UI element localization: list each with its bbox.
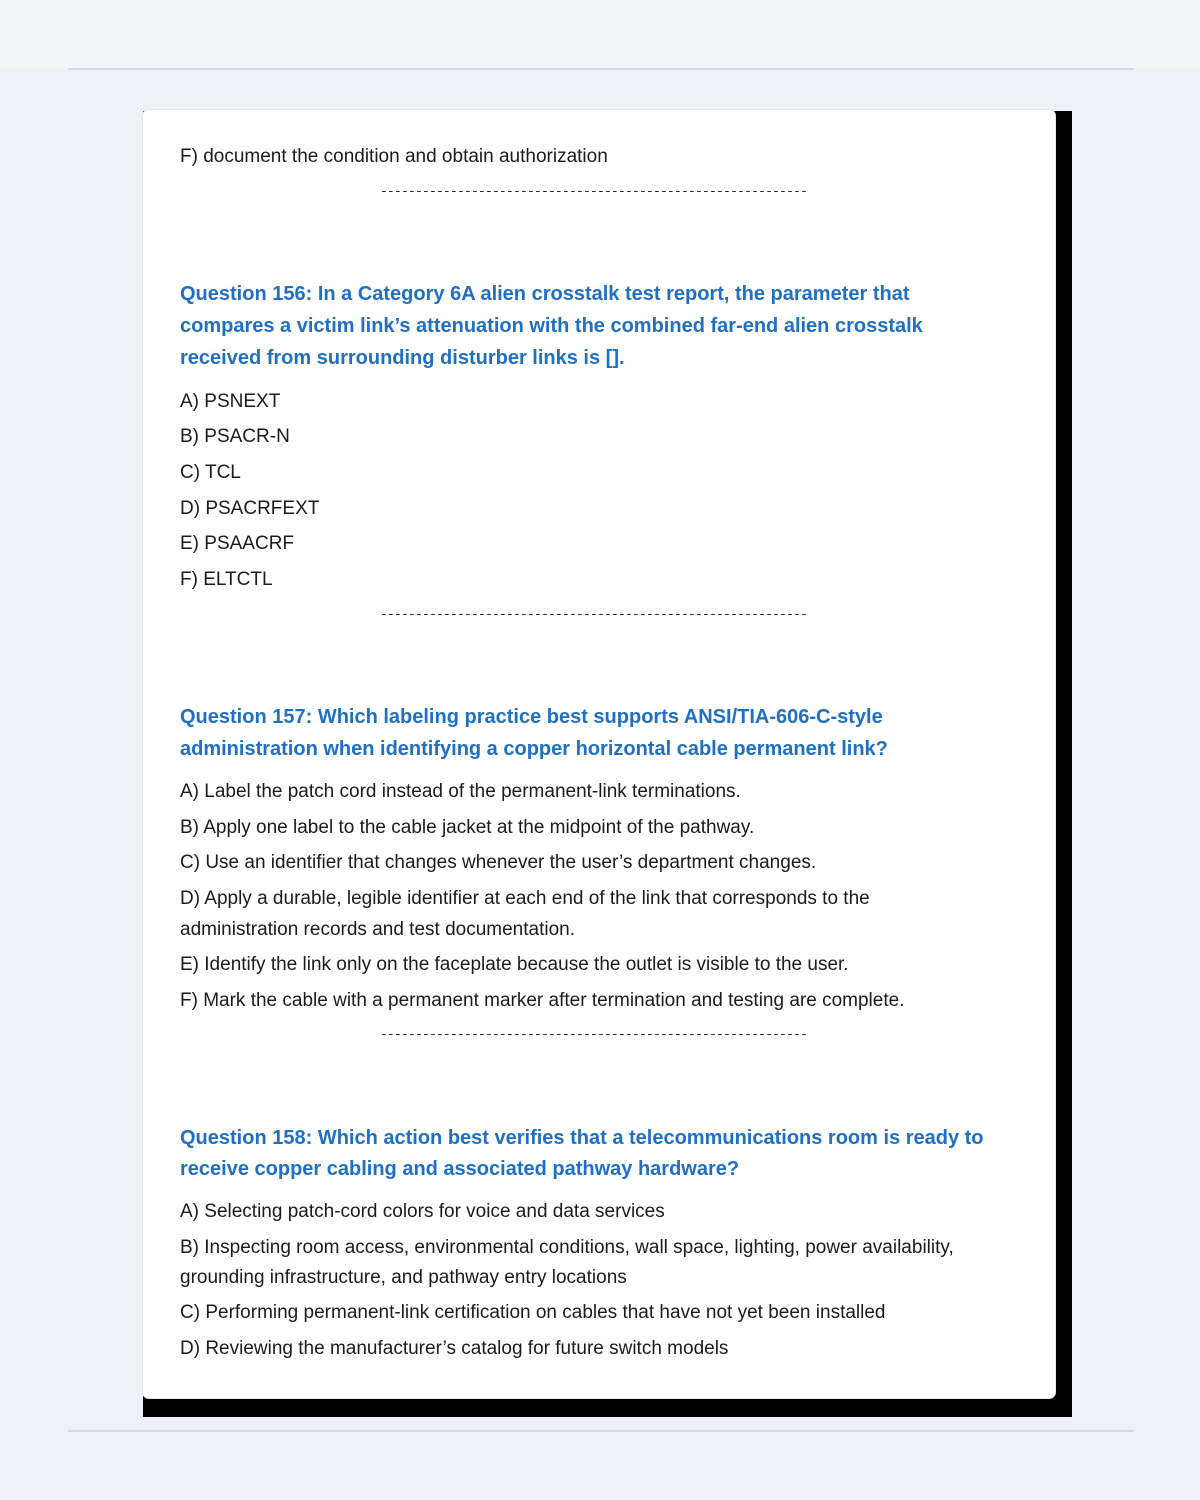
question-158-title-line-2: receive copper cabling and associated pathway hardware? <box>180 1158 740 1180</box>
question-158-option-a: A) Selecting patch-cord colors for voice and data services <box>180 1201 665 1222</box>
question-156-option-c: C) TCL <box>180 462 241 483</box>
question-156-option-d: D) PSACRFEXT <box>180 498 320 519</box>
question-157-option-d-continued: administration records and test documentation. <box>180 919 575 940</box>
question-157-option-e: E) Identify the link only on the faceplate because the outlet is visible to the user. <box>180 954 849 975</box>
question-separator: ------------------------------------------------------------- <box>380 607 808 622</box>
question-157-title-line-2: administration when identifying a copper horizontal cable permanent link? <box>180 738 888 760</box>
question-157-title-line-1: Question 157: Which labeling practice best supports ANSI/TIA-606-C-style <box>180 706 883 728</box>
question-156-title-line-3: received from surrounding disturber links is []. <box>180 347 625 369</box>
question-156-option-a: A) PSNEXT <box>180 391 281 412</box>
question-158-option-c: C) Performing permanent-link certification on cables that have not yet been installed <box>180 1302 886 1323</box>
question-156-option-b: B) PSACR-N <box>180 426 290 447</box>
previous-answer-option-f: F) document the condition and obtain authorization <box>180 146 608 167</box>
question-separator: ------------------------------------------------------------- <box>380 184 808 199</box>
question-157-option-a: A) Label the patch cord instead of the permanent-link terminations. <box>180 781 741 802</box>
viewer-top-band <box>0 0 1200 68</box>
question-157-option-f: F) Mark the cable with a permanent marker after termination and testing are complete. <box>180 990 905 1011</box>
question-156-option-f: F) ELTCTL <box>180 569 273 590</box>
question-156-title-line-1: Question 156: In a Category 6A alien crosstalk test report, the parameter that <box>180 283 910 305</box>
divider <box>68 68 1134 70</box>
question-157-option-d: D) Apply a durable, legible identifier at each end of the link that corresponds to the <box>180 888 870 909</box>
question-156-option-e: E) PSAACRF <box>180 533 295 554</box>
question-157-option-c: C) Use an identifier that changes whenever the user’s department changes. <box>180 852 817 873</box>
question-156-title-line-2: compares a victim link’s attenuation with the combined far-end alien crosstalk <box>180 315 923 337</box>
question-158-title-line-1: Question 158: Which action best verifies that a telecommunications room is ready to <box>180 1127 984 1149</box>
question-158-option-b-continued: grounding infrastructure, and pathway entry locations <box>180 1267 627 1288</box>
question-157-option-b: B) Apply one label to the cable jacket at the midpoint of the pathway. <box>180 817 755 838</box>
divider <box>68 1430 1134 1432</box>
question-158-option-b: B) Inspecting room access, environmental conditions, wall space, lighting, power availability, <box>180 1237 954 1258</box>
question-separator: ------------------------------------------------------------- <box>380 1027 808 1042</box>
question-158-option-d: D) Reviewing the manufacturer’s catalog for future switch models <box>180 1338 729 1359</box>
